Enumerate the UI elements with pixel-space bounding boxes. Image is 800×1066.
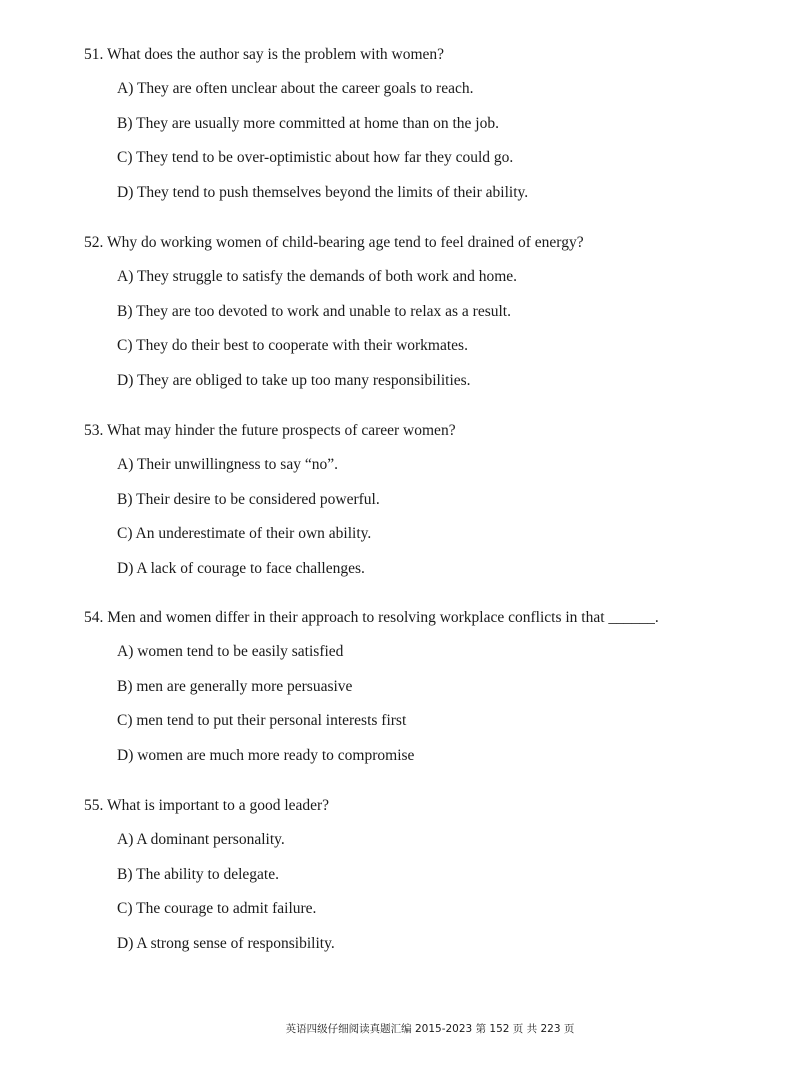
question-stem: 52. Why do working women of child-bearing age tend to feel drained of energy? <box>84 234 584 251</box>
option-c: C) They tend to be over-optimistic about how far they could go. <box>117 149 514 166</box>
option-d: D) women are much more ready to compromise <box>117 747 415 764</box>
option-b: B) men are generally more persuasive <box>117 678 353 695</box>
option-b: B) They are usually more committed at home than on the job. <box>117 115 499 132</box>
option-a: A) They struggle to satisfy the demands of both work and home. <box>117 268 518 285</box>
option-c: C) They do their best to cooperate with their workmates. <box>117 337 468 354</box>
option-b: B) Their desire to be considered powerful. <box>117 491 380 508</box>
question-stem: 53. What may hinder the future prospects of career women? <box>84 422 456 439</box>
option-d: D) A strong sense of responsibility. <box>117 935 335 952</box>
option-a: A) women tend to be easily satisfied <box>117 643 344 660</box>
option-d: D) They tend to push themselves beyond the limits of their ability. <box>117 184 529 201</box>
question-stem: 51. What does the author say is the problem with women? <box>84 46 445 63</box>
option-b: B) They are too devoted to work and unable to relax as a result. <box>117 303 511 320</box>
question-stem: 55. What is important to a good leader? <box>84 797 330 814</box>
option-c: C) men tend to put their personal interests first <box>117 712 407 729</box>
option-a: A) A dominant personality. <box>117 831 285 848</box>
option-a: A) Their unwillingness to say “no”. <box>117 456 338 473</box>
option-a: A) They are often unclear about the career goals to reach. <box>117 80 474 97</box>
option-d: D) A lack of courage to face challenges. <box>117 560 365 577</box>
page-footer: 英语四级仔细阅读真题汇编 2015-2023 第 152 页 共 223 页 <box>285 1023 575 1035</box>
option-c: C) An underestimate of their own ability. <box>117 525 372 542</box>
option-d: D) They are obliged to take up too many responsibilities. <box>117 372 471 389</box>
question-stem: 54. Men and women differ in their approach to resolving workplace conflicts in that ______. <box>84 609 659 626</box>
option-c: C) The courage to admit failure. <box>117 900 317 917</box>
option-b: B) The ability to delegate. <box>117 866 279 883</box>
